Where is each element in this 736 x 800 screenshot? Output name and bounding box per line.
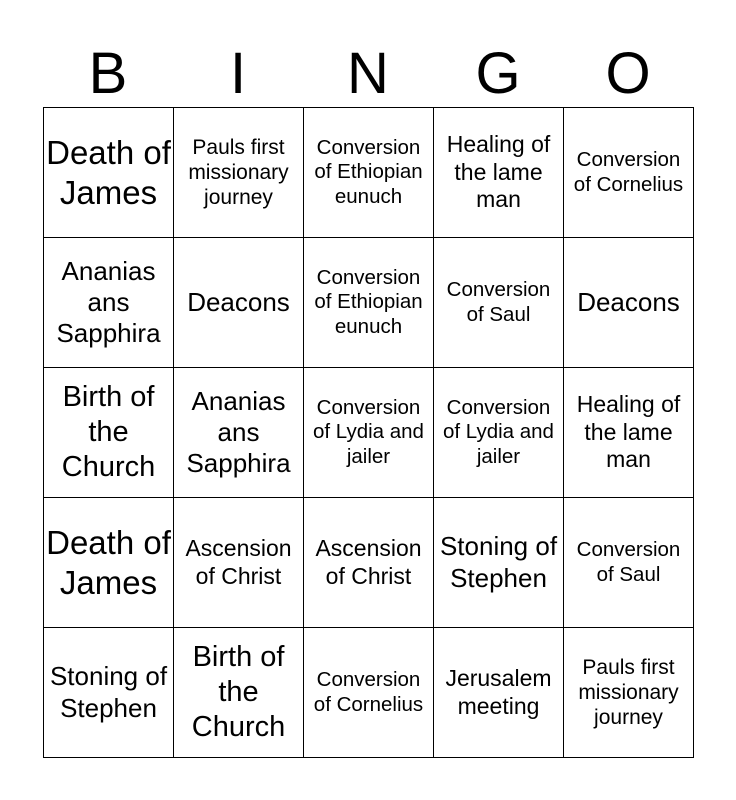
bingo-cell[interactable]: Conversion of Ethiopian eunuch [304,238,434,368]
bingo-cell[interactable]: Jerusalem meeting [434,628,564,758]
bingo-cell[interactable]: Stoning of Stephen [44,628,174,758]
bingo-cell[interactable]: Ascension of Christ [304,498,434,628]
bingo-header [43,42,693,106]
bingo-cell[interactable]: Conversion of Cornelius [304,628,434,758]
bingo-cell[interactable]: Conversion of Lydia and jailer [434,368,564,498]
bingo-cell[interactable]: Birth of the Church [44,368,174,498]
bingo-cell[interactable]: Stoning of Stephen [434,498,564,628]
bingo-cell[interactable]: Conversion of Cornelius [564,108,694,238]
header-letter-b: B [88,41,128,106]
bingo-board [43,107,694,758]
bingo-cell[interactable]: Conversion of Saul [434,238,564,368]
bingo-cell[interactable]: Ascension of Christ [174,498,304,628]
bingo-cell[interactable]: Pauls first missionary journey [564,628,694,758]
bingo-cell[interactable]: Healing of the lame man [434,108,564,238]
header-letter-g: G [475,41,521,106]
bingo-cell[interactable]: Deacons [174,238,304,368]
bingo-cell[interactable]: Birth of the Church [174,628,304,758]
bingo-cell[interactable]: Pauls first missionary journey [174,108,304,238]
bingo-cell[interactable]: Ananias ans Sapphira [44,238,174,368]
board-row [44,238,694,368]
header-letter-n: N [347,41,389,106]
bingo-cell[interactable]: Death of James [44,498,174,628]
bingo-cell[interactable]: Conversion of Lydia and jailer [304,368,434,498]
board-row [44,368,694,498]
board-row [44,628,694,758]
bingo-cell[interactable]: Death of James [44,108,174,238]
board-row [44,498,694,628]
bingo-cell[interactable]: Ananias ans Sapphira [174,368,304,498]
header-letter-i: I [229,41,247,106]
board-row [44,108,694,238]
bingo-cell[interactable]: Healing of the lame man [564,368,694,498]
bingo-cell[interactable]: Conversion of Saul [564,498,694,628]
bingo-cell[interactable]: Conversion of Ethiopian eunuch [304,108,434,238]
header-letter-o: O [605,41,651,106]
bingo-cell[interactable]: Deacons [564,238,694,368]
